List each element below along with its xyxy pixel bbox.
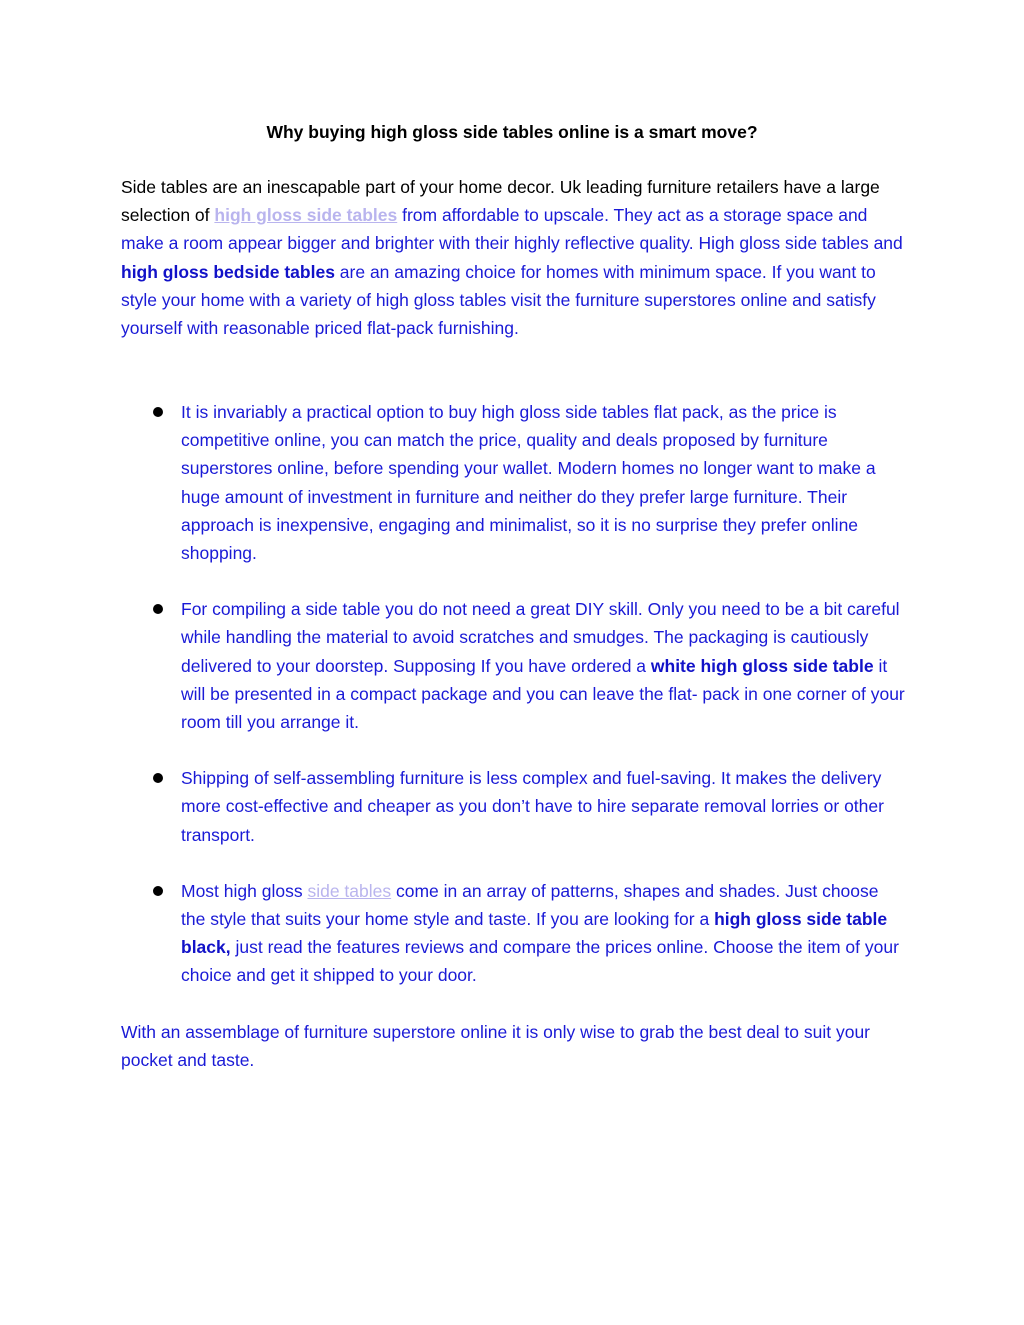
side-tables-link[interactable]: side tables: [307, 880, 392, 901]
bullet-icon: [153, 407, 163, 417]
bullet-text-start: For compiling a side table you do not need a great DIY skill. Only you need to be a bit careful while handling the material to avoid scratches and smudges. The packaging is cautiously delivered to your doorstep. Supposing If you have ordered a: [181, 599, 900, 676]
bullet-text-end: it will be presented in a compact package and you can leave the flat- pack in one corner of your room till you arrange it.: [181, 655, 905, 733]
intro-paragraph: [121, 173, 911, 342]
intro-text-end: are an amazing choice for homes with minimum space. If you want to style your home with a variety of high gloss tables visit the furniture superstores online and satisfy yourself with reasonable priced flat-pack furnishing.: [121, 261, 876, 339]
intro-text-start: Side tables are an inescapable part of your home decor. Uk leading furniture retailers have a large selection of: [121, 177, 880, 226]
white-side-table-bold: white high gloss side table: [650, 655, 874, 676]
list-item: [181, 398, 906, 567]
list-item: [181, 764, 906, 849]
bullet-list: [0, 398, 1024, 1018]
page-title: Why buying high gloss side tables online is a smart move?: [266, 122, 758, 142]
bullet-text-middle: come in an array of patterns, shapes and shades. Just choose the style that suits your home style and taste. If you are looking for a: [181, 880, 879, 930]
black-side-table-bold: high gloss side table black,: [181, 909, 888, 958]
bullet-text-end: just read the features reviews and compare the prices online. Choose the item of your choice and get it shipped to your door.: [181, 937, 899, 986]
closing-paragraph: With an assemblage of furniture superstore online it is only wise to grab the best deal to suit your pocket and taste.: [121, 1022, 871, 1071]
intro-text-middle: from affordable to upscale. They act as a storage space and make a room appear bigger and brighter with their highly reflective quality. High gloss side tables and: [121, 205, 903, 254]
bullet-icon: [153, 773, 163, 783]
bedside-tables-bold: high gloss bedside tables: [121, 261, 335, 282]
high-gloss-side-tables-link[interactable]: high gloss side tables: [214, 205, 398, 226]
list-item: [181, 877, 906, 990]
bullet-icon: [153, 886, 163, 896]
bullet-text-start: Most high gloss: [181, 880, 308, 901]
list-item: [181, 595, 906, 736]
bullet-text: Shipping of self-assembling furniture is less complex and fuel-saving. It makes the delivery more cost-effective and cheaper as you don’t have to hire separate removal lorries or other transport.: [181, 768, 884, 845]
bullet-icon: [153, 604, 163, 614]
bullet-text: It is invariably a practical option to buy high gloss side tables flat pack, as the price is competitive online, you can match the price, quality and deals proposed by furniture superstores online, before spending your wallet. Modern homes no longer want to make a huge amount of investment in furniture and neither do they prefer large furniture. Their approach is inexpensive, engaging and minimalist, so it is no surprise they prefer online shopping.: [181, 402, 876, 564]
